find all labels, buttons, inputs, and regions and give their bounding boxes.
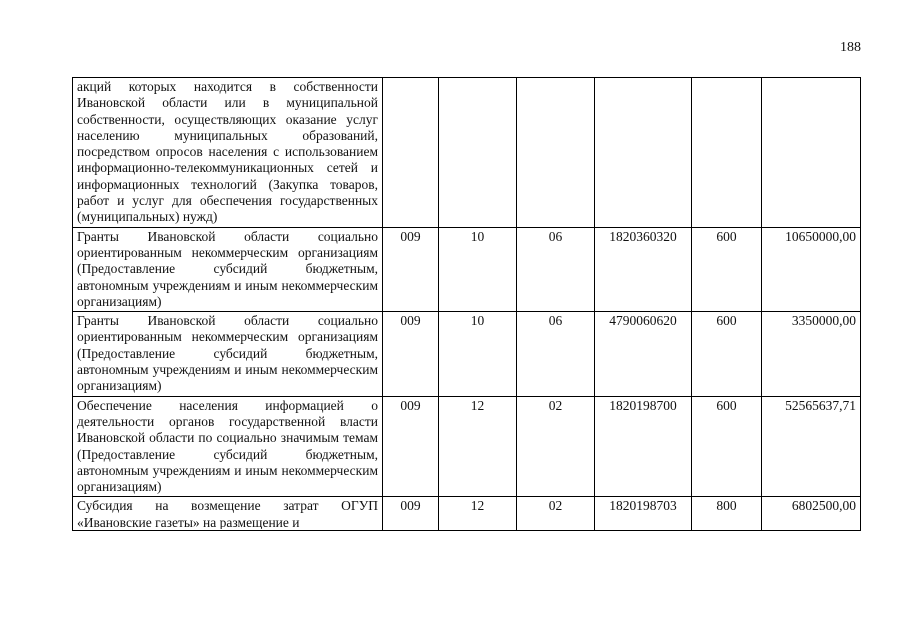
- ministry-code-cell: [383, 78, 439, 228]
- table-row: [73, 312, 861, 396]
- amount-cell: 6802500,00: [762, 497, 861, 531]
- expense-type-cell: 600: [692, 227, 762, 311]
- target-article-cell: 4790060620: [595, 312, 692, 396]
- amount-cell: 10650000,00: [762, 227, 861, 311]
- ministry-code-cell: 009: [383, 497, 439, 531]
- target-article-cell: 1820198703: [595, 497, 692, 531]
- table-row: [73, 396, 861, 497]
- budget-table: [72, 77, 861, 531]
- row-description: Гранты Ивановской области социально ориентированным некоммерческим организациям (Предоставление субсидий бюджетным, автономным учреждениям и иным некоммерческим организациям): [73, 227, 383, 311]
- row-description-text: Субсидия на возмещение затрат ОГУП «Ивановские газеты» на размещение и: [77, 498, 378, 530]
- row-description: [73, 497, 383, 531]
- table-row: [73, 227, 861, 311]
- page-number: 188: [840, 40, 861, 55]
- section-cell: 12: [439, 497, 517, 531]
- target-article-cell: [595, 78, 692, 228]
- section-cell: 10: [439, 312, 517, 396]
- row-description: акций которых находится в собственности Ивановской области или в муниципальной собственности, осуществляющих оказание услуг населению муниципальных образований, посредством опросов населения с использованием информационно-телекоммуникационных сетей и информационных технологий (Закупка товаров, работ и услуг для обеспечения государственных (муниципальных) нужд): [73, 78, 383, 228]
- ministry-code-cell: 009: [383, 227, 439, 311]
- subsection-cell: 06: [517, 312, 595, 396]
- ministry-code-cell: 009: [383, 396, 439, 497]
- expense-type-cell: 800: [692, 497, 762, 531]
- amount-cell: 52565637,71: [762, 396, 861, 497]
- expense-type-cell: [692, 78, 762, 228]
- expense-type-cell: 600: [692, 312, 762, 396]
- table-row: [73, 497, 861, 531]
- section-cell: [439, 78, 517, 228]
- table-row: [73, 78, 861, 228]
- expense-type-cell: 600: [692, 396, 762, 497]
- ministry-code-cell: 009: [383, 312, 439, 396]
- section-cell: 12: [439, 396, 517, 497]
- amount-cell: 3350000,00: [762, 312, 861, 396]
- target-article-cell: 1820360320: [595, 227, 692, 311]
- target-article-cell: 1820198700: [595, 396, 692, 497]
- subsection-cell: 06: [517, 227, 595, 311]
- subsection-cell: 02: [517, 497, 595, 531]
- row-description: Обеспечение населения информацией о деятельности органов государственной власти Ивановской области по социально значимым темам (Предоставление субсидий бюджетным, автономным учреждениям и иным некоммерческим организациям): [73, 396, 383, 497]
- row-description: Гранты Ивановской области социально ориентированным некоммерческим организациям (Предоставление субсидий бюджетным, автономным учреждениям и иным некоммерческим организациям): [73, 312, 383, 396]
- subsection-cell: [517, 78, 595, 228]
- subsection-cell: 02: [517, 396, 595, 497]
- section-cell: 10: [439, 227, 517, 311]
- amount-cell: [762, 78, 861, 228]
